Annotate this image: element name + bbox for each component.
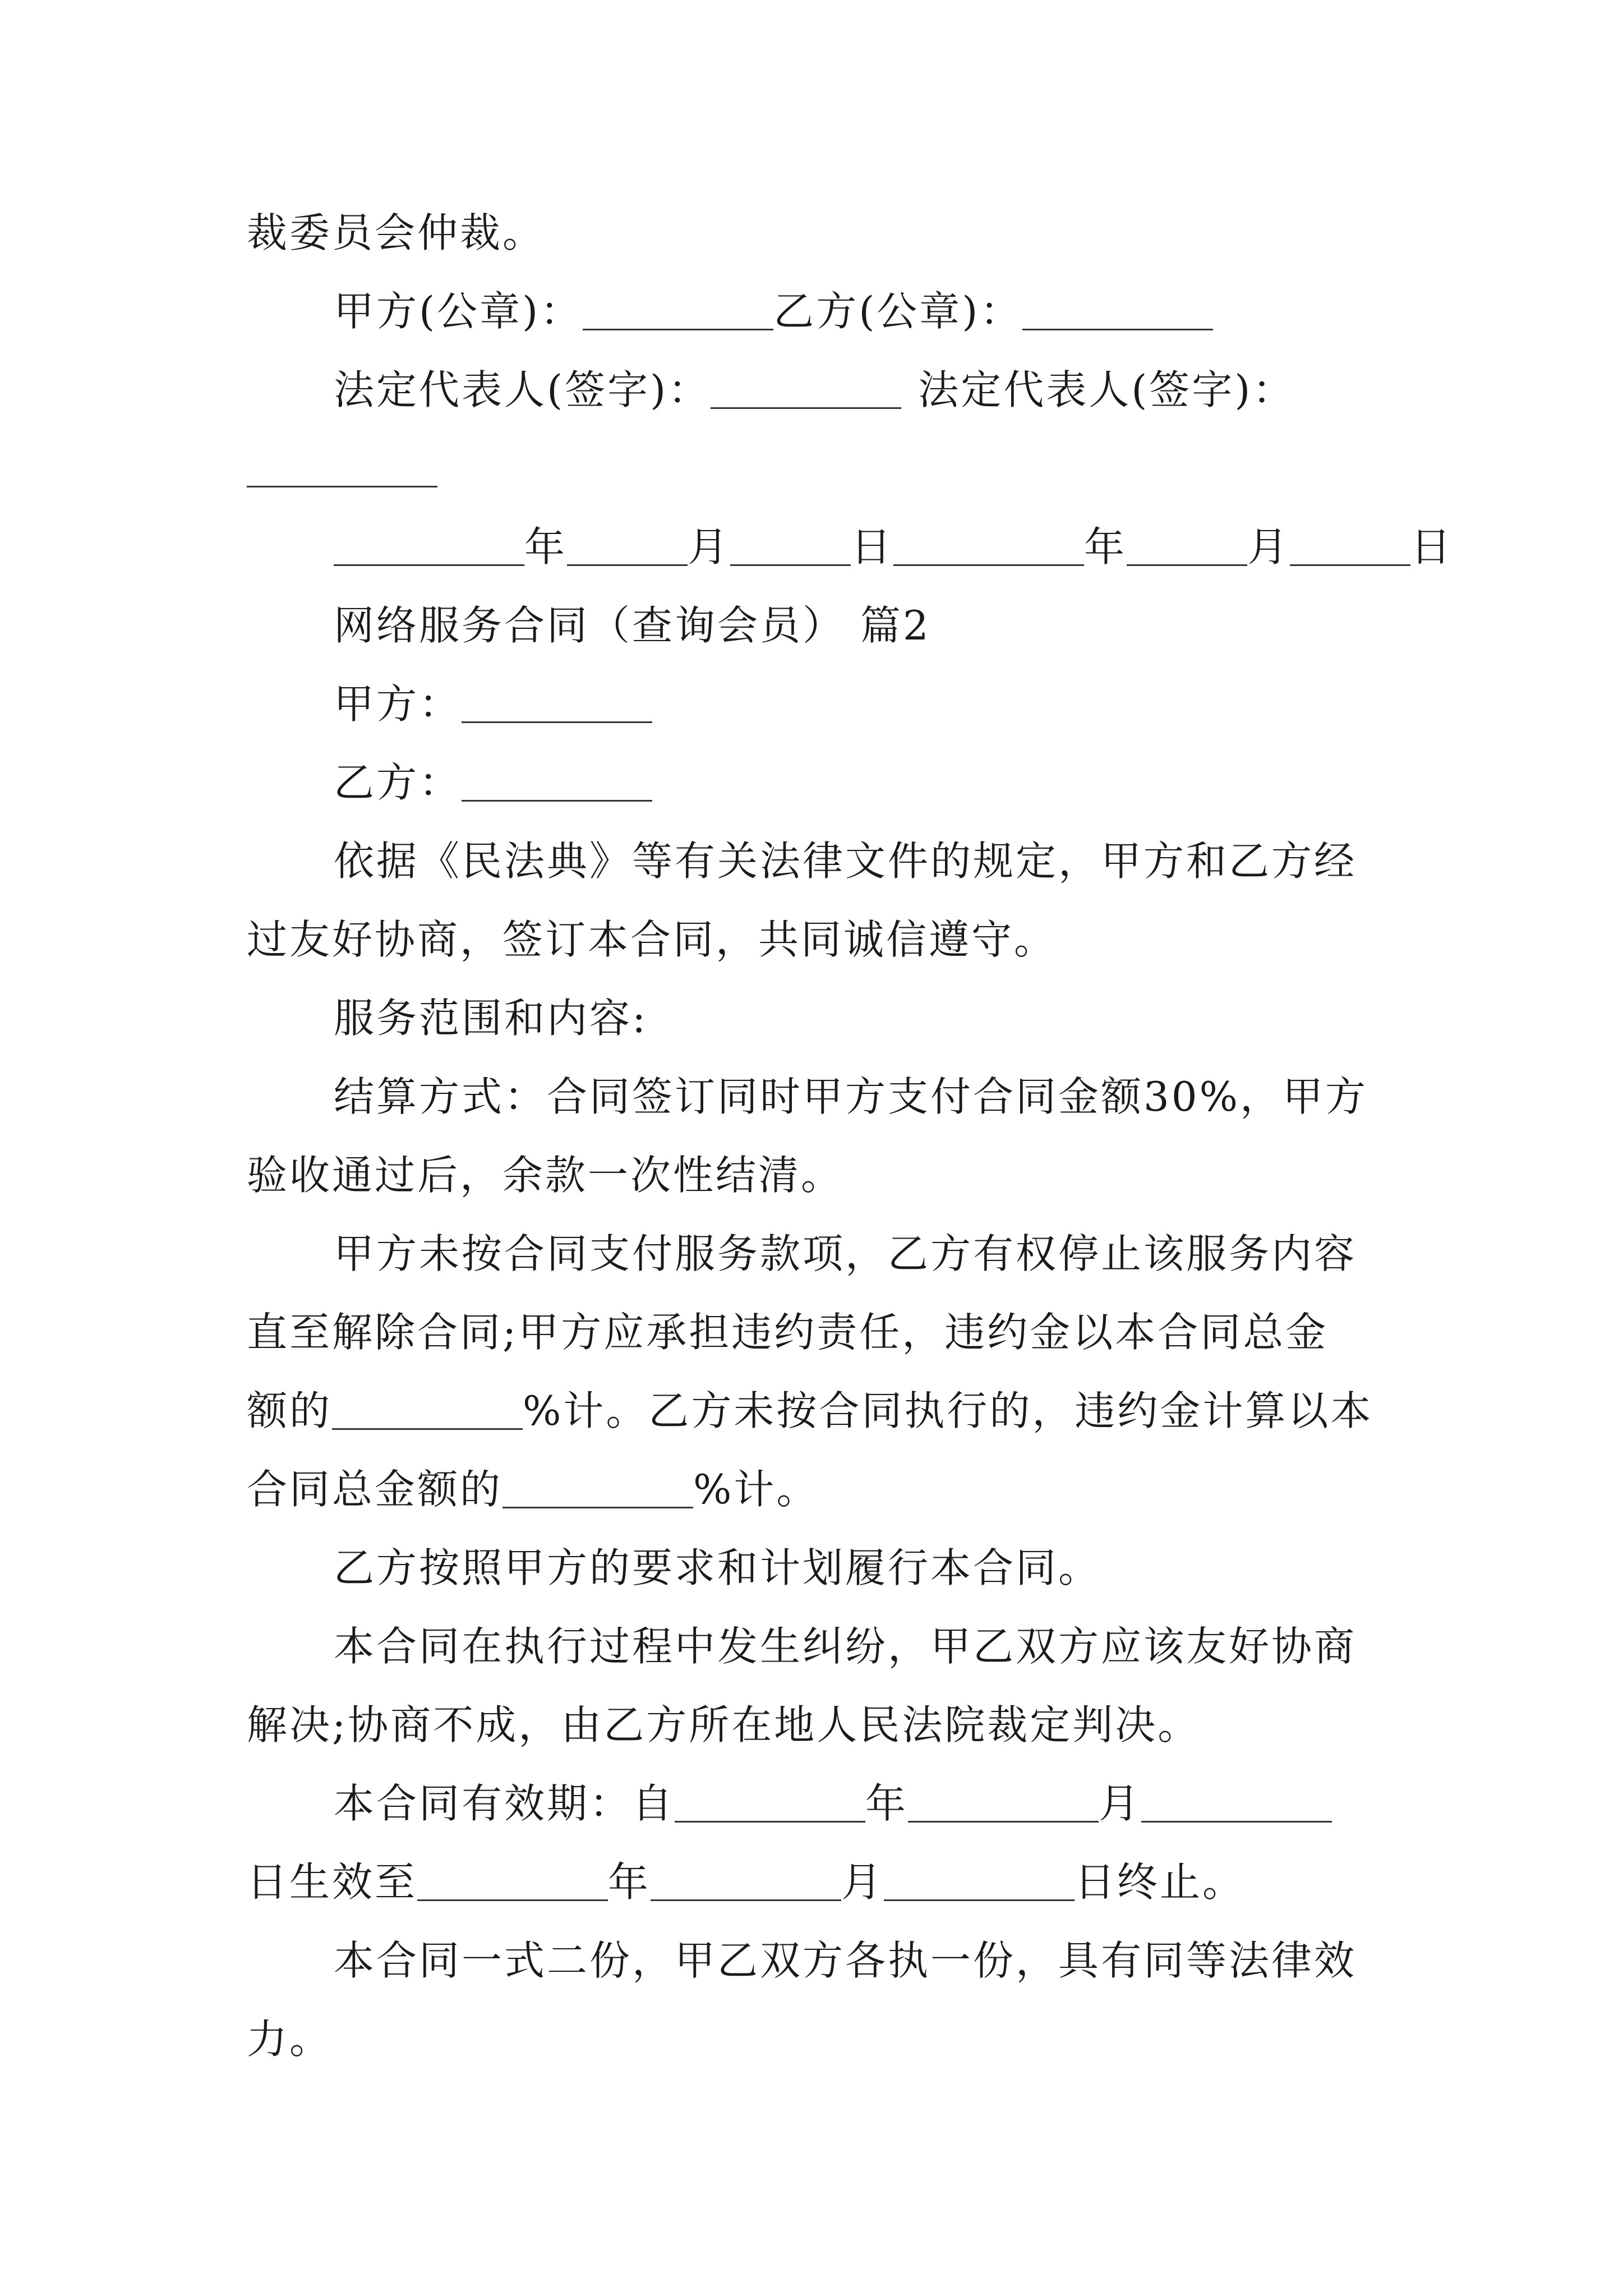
paragraph-line — [247, 2000, 1385, 2078]
service-scope-heading: 服务范围和内容: — [334, 995, 648, 1042]
paragraph-text: 甲方未按合同支付服务款项，乙方有权停止该服务内容 — [334, 1230, 1357, 1277]
party-a-blank — [462, 681, 652, 723]
paragraph-line — [247, 900, 1385, 979]
penalty-percent-blank — [502, 1466, 693, 1508]
year-label: 年 — [1084, 523, 1127, 570]
paragraph-text: 月 — [1099, 1780, 1142, 1827]
paragraph-line — [247, 822, 1385, 900]
paragraph-line — [247, 1843, 1385, 1921]
paragraph-text: 合同总金额的 — [247, 1466, 503, 1513]
text-line — [247, 194, 1385, 272]
party-a-label: 甲方： — [334, 680, 462, 728]
end-day-blank — [884, 1859, 1075, 1901]
party-b-rep-label: 法定代表人(签字)： — [918, 366, 1295, 413]
party-b-label: 乙方： — [334, 759, 462, 806]
paragraph-line — [247, 1136, 1385, 1214]
day-blank — [730, 524, 851, 566]
party-b-blank — [462, 760, 652, 802]
paragraph-text: 力。 — [247, 2016, 333, 2063]
representative-line — [247, 351, 1385, 429]
party-a-seal-blank — [583, 288, 773, 330]
paragraph-text: 年 — [865, 1780, 909, 1827]
paragraph-line — [247, 1057, 1385, 1136]
contract-title: 网络服务合同（查询会员） 篇2 — [334, 602, 931, 649]
year-label: 年 — [524, 523, 568, 570]
paragraph-text: 年 — [608, 1858, 651, 1906]
party-a-rep-label: 法定代表人(签字)： — [334, 366, 711, 413]
paragraph-line — [247, 1214, 1385, 1293]
paragraph-text: 乙方按照甲方的要求和计划履行本合同。 — [334, 1544, 1101, 1591]
paragraph-text: 本合同在执行过程中发生纠纷，甲乙双方应该友好协商 — [334, 1623, 1357, 1670]
paragraph-text: 日生效至 — [247, 1858, 418, 1906]
party-a-rep-blank — [711, 367, 901, 409]
paragraph-line — [247, 1372, 1385, 1450]
month-blank — [1127, 524, 1247, 566]
paragraph-text: 过友好协商，签订本合同，共同诚信遵守。 — [247, 916, 1057, 963]
paragraph-text: 结算方式：合同签订同时甲方支付合同金额30%，甲方 — [334, 1073, 1368, 1120]
party-a-line — [247, 665, 1385, 743]
paragraph-line — [247, 1607, 1385, 1686]
paragraph-text: %计。乙方未按合同执行的，违约金计算以本 — [523, 1387, 1373, 1434]
paragraph-text: 额的 — [247, 1387, 333, 1434]
paragraph-text: 验收通过后，余款一次性结清。 — [247, 1152, 844, 1199]
year-blank — [334, 524, 524, 566]
start-year-blank — [675, 1780, 865, 1823]
paragraph-line — [247, 1529, 1385, 1607]
month-blank — [567, 524, 688, 566]
paragraph-text: 依据《民法典》等有关法律文件的规定，甲方和乙方经 — [334, 838, 1357, 885]
day-label: 日 — [851, 523, 894, 570]
party-b-rep-blank — [247, 445, 437, 487]
arbitration-text: 裁委员会仲裁。 — [247, 209, 546, 256]
paragraph-text: 直至解除合同;甲方应承担违约责任，违约金以本合同总金 — [247, 1309, 1329, 1356]
party-b-seal-blank — [1022, 288, 1213, 330]
paragraph-line — [247, 1450, 1385, 1529]
paragraph-line — [247, 1764, 1385, 1843]
day-label: 日 — [1410, 523, 1454, 570]
end-month-blank — [651, 1859, 841, 1901]
month-label: 月 — [1247, 523, 1290, 570]
party-b-seal-label: 乙方(公章)： — [773, 288, 1023, 335]
paragraph-line — [247, 1293, 1385, 1372]
year-blank — [893, 524, 1084, 566]
penalty-percent-blank — [332, 1388, 523, 1430]
date-line — [247, 508, 1454, 586]
section-title — [247, 586, 1385, 665]
day-blank — [1290, 524, 1410, 566]
party-b-line — [247, 743, 1385, 822]
representative-line-cont — [247, 429, 1385, 508]
paragraph-text: 本合同有效期：自 — [334, 1780, 675, 1827]
start-day-blank — [1141, 1780, 1332, 1823]
paragraph-line — [247, 1686, 1385, 1764]
paragraph-line — [247, 979, 1385, 1057]
paragraph-line — [247, 1921, 1385, 2000]
paragraph-text: 解决;协商不成，由乙方所在地人民法院裁定判决。 — [247, 1701, 1201, 1749]
seal-line — [247, 272, 1385, 351]
paragraph-text: 本合同一式二份，甲乙双方各执一份，具有同等法律效 — [334, 1937, 1357, 1984]
document-body — [247, 194, 1454, 2078]
paragraph-text: 月 — [841, 1858, 884, 1906]
paragraph-text: %计。 — [693, 1466, 819, 1513]
start-month-blank — [908, 1780, 1099, 1823]
month-label: 月 — [688, 523, 731, 570]
end-year-blank — [417, 1859, 608, 1901]
party-a-seal-label: 甲方(公章)： — [334, 288, 583, 335]
paragraph-text: 日终止。 — [1075, 1858, 1246, 1906]
